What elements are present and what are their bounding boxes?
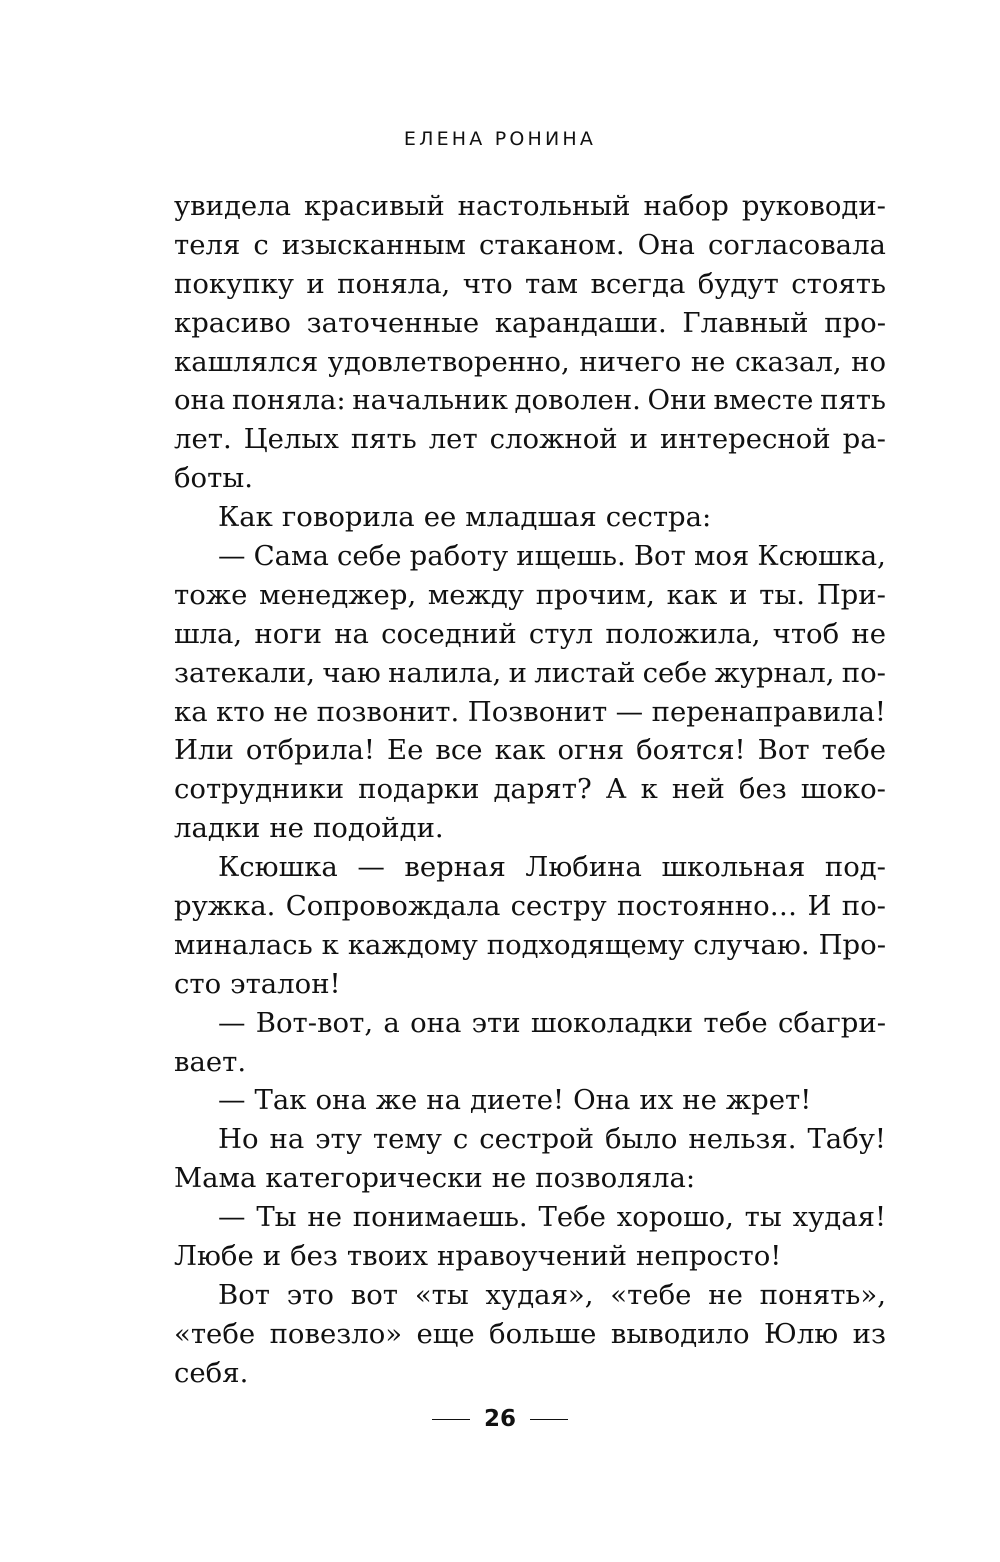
text-line [174, 926, 886, 965]
text-line [174, 1237, 886, 1276]
word: поняла: [231, 384, 346, 417]
word: Или [174, 734, 234, 767]
text-line [174, 498, 886, 537]
word: будут [697, 267, 779, 300]
word: не [273, 695, 309, 728]
word: дарят? [493, 773, 592, 806]
word: нравоучений [437, 1240, 628, 1273]
word: ра- [842, 423, 886, 456]
word: шоколадки [530, 1006, 694, 1039]
word: теля [174, 228, 241, 261]
word: она [315, 1084, 367, 1117]
word: всегда [590, 267, 686, 300]
word: «тебе [610, 1278, 692, 1311]
text-line [174, 459, 886, 498]
word: подходящему [486, 928, 685, 961]
word: удовлетворенно, [327, 345, 570, 378]
word: «тебе [174, 1317, 256, 1350]
word: не [269, 812, 304, 845]
word: интересной [659, 423, 831, 456]
word: с [253, 228, 269, 261]
word: на [426, 1084, 462, 1117]
word: Целых [243, 423, 339, 456]
word: чаю [322, 656, 381, 689]
word: сбагри- [778, 1006, 886, 1039]
text-line [174, 1004, 886, 1043]
word: себя. [174, 1356, 249, 1389]
text-line [174, 1315, 886, 1354]
text-line [174, 1276, 886, 1315]
text-line [174, 1081, 886, 1120]
word: боты. [174, 462, 253, 495]
word: налила, [388, 656, 502, 689]
word: стоять [791, 267, 886, 300]
word: говорила [281, 501, 415, 534]
word: верная [404, 851, 506, 884]
word: моя [693, 540, 750, 573]
word: набор [643, 190, 729, 222]
word: положила, [605, 617, 761, 650]
word: как [494, 734, 546, 767]
word: Про- [818, 928, 886, 961]
word: Табу! [807, 1123, 886, 1156]
word: стаканом. [479, 228, 625, 261]
word: ее [423, 501, 457, 534]
word: было [604, 1123, 678, 1156]
word: А [605, 773, 627, 806]
word: поняла, [337, 267, 451, 300]
word: отбрила! [245, 734, 375, 767]
word: худая! [792, 1201, 886, 1234]
word: чтоб [772, 617, 840, 650]
word: еще [416, 1317, 475, 1350]
text-line [174, 693, 886, 732]
word: Вот [633, 540, 686, 573]
word: ищешь. [516, 540, 626, 573]
text-line [174, 187, 886, 226]
word: что [462, 267, 513, 300]
word: случаю. [693, 928, 810, 961]
word: шла, [174, 617, 243, 650]
word: больше [489, 1317, 597, 1350]
word: тебе [703, 1006, 768, 1039]
word: их [639, 1084, 674, 1117]
word: изысканным [281, 228, 466, 261]
word: тоже [174, 578, 248, 611]
word: перенаправила! [651, 695, 886, 728]
word: Сопровождала [285, 890, 501, 923]
word: Она [573, 1084, 631, 1117]
word: сестра: [605, 501, 712, 534]
word: не [690, 345, 726, 378]
text-line [174, 1159, 886, 1198]
text-line [174, 654, 886, 693]
text-line [174, 537, 886, 576]
text-line [174, 731, 886, 770]
text-line [174, 770, 886, 809]
word: нельзя. [688, 1123, 797, 1156]
word: между [427, 578, 524, 611]
word: ней [671, 773, 725, 806]
word: не [708, 1278, 743, 1311]
word: настольный [457, 190, 631, 222]
text-line [174, 304, 886, 343]
text-line [174, 1043, 886, 1082]
word: же [375, 1084, 418, 1117]
word: Но [218, 1123, 259, 1156]
word: кашлялся [174, 345, 319, 378]
word: Ксюшка [218, 851, 338, 884]
word: начальник [352, 384, 508, 417]
word: соседний [381, 617, 517, 650]
word: менеджер, [259, 578, 417, 611]
word: руководи- [741, 190, 886, 222]
word: подарки [358, 773, 480, 806]
word: выводило [610, 1317, 750, 1350]
word: затекали, [174, 656, 316, 689]
word: огня [557, 734, 625, 767]
word: ка [174, 695, 208, 728]
word: красиво [174, 306, 291, 339]
footer-rule-left [432, 1419, 470, 1420]
text-line [174, 887, 886, 926]
text-line [174, 226, 886, 265]
word: лет. [174, 423, 232, 456]
word: под- [824, 851, 886, 884]
word: — [218, 1201, 246, 1234]
word: без [738, 773, 787, 806]
word: журнал, [714, 656, 835, 689]
word: и [262, 1240, 282, 1273]
word: не [491, 1162, 527, 1195]
word: все [435, 734, 483, 767]
word: повезло» [269, 1317, 403, 1350]
word: с [452, 1123, 469, 1156]
word: эти [471, 1006, 521, 1039]
word: — [218, 1084, 246, 1117]
word: там [525, 267, 579, 300]
word: ладки [174, 812, 261, 845]
word: шоко- [800, 773, 886, 806]
word: пять [820, 384, 886, 417]
word: про- [824, 306, 886, 339]
word: она [410, 1006, 462, 1039]
word: по- [841, 890, 886, 923]
text-line [174, 420, 886, 459]
word: ноги [254, 617, 322, 650]
text-line [174, 848, 886, 887]
word: Вот-вот, [255, 1006, 374, 1039]
word: и [729, 578, 748, 611]
word: непросто! [636, 1240, 782, 1273]
word: диете! [470, 1084, 565, 1117]
word: Главный [682, 306, 809, 339]
word: к [640, 773, 658, 806]
word: При- [816, 578, 886, 611]
word: пять [350, 423, 417, 456]
word: ты. [759, 578, 805, 611]
word: без [290, 1240, 338, 1273]
word: Мама [174, 1162, 257, 1195]
word: сестрой [479, 1123, 595, 1156]
word: тебе [821, 734, 886, 767]
text-line [174, 576, 886, 615]
word: Они [647, 384, 707, 417]
text-line [174, 615, 886, 654]
word: — [357, 851, 385, 884]
word: ты [744, 1201, 782, 1234]
word: Любина [525, 851, 642, 884]
word: к [321, 928, 339, 961]
word: каждому [347, 928, 478, 961]
word: вает. [174, 1045, 247, 1078]
text-line [174, 381, 886, 420]
word: листай [534, 656, 636, 689]
word: постоянно… [617, 890, 798, 923]
text-line [174, 965, 886, 1004]
word: лет [428, 423, 478, 456]
running-header-author: ЕЛЕНА РОНИНА [403, 128, 597, 150]
word: «ты [414, 1278, 469, 1311]
word: жрет! [725, 1084, 812, 1117]
word: эту [315, 1123, 362, 1156]
text-line [174, 1198, 886, 1237]
word: сотрудники [174, 773, 345, 806]
word: увидела [174, 190, 292, 222]
word: вместе [713, 384, 814, 417]
word: вот [350, 1278, 399, 1311]
word: Юлю [764, 1317, 839, 1350]
word: прочим, [535, 578, 655, 611]
word: работу [409, 540, 509, 573]
text-line [174, 265, 886, 304]
word: она [174, 384, 226, 417]
word: Вот [218, 1278, 270, 1311]
word: Так [254, 1084, 307, 1117]
word: себе [336, 540, 402, 573]
page-number: 26 [483, 1406, 516, 1432]
word: по- [841, 656, 886, 689]
word: не [682, 1084, 717, 1117]
word: Ксюшка, [757, 540, 886, 573]
text-line [174, 343, 886, 382]
word: позвонит. [316, 695, 460, 728]
word: заточенные [306, 306, 480, 339]
word: и [629, 423, 648, 456]
word: стул [528, 617, 594, 650]
word: боятся! [636, 734, 746, 767]
word: И [807, 890, 832, 923]
word: подойди. [312, 812, 444, 845]
text-line [174, 809, 886, 848]
word: согласовала [708, 228, 886, 261]
text-line [174, 1354, 886, 1393]
word: не [307, 1201, 342, 1234]
word: сказал, [734, 345, 842, 378]
word: на [269, 1123, 305, 1156]
word: худая», [485, 1278, 594, 1311]
word: хорошо, [616, 1201, 734, 1234]
word: школьная [661, 851, 806, 884]
word: ружка. [174, 890, 276, 923]
word: на [334, 617, 369, 650]
word: Она [637, 228, 695, 261]
word: Вот [757, 734, 810, 767]
word: но [851, 345, 886, 378]
word: Ты [256, 1201, 297, 1234]
word: кто [216, 695, 266, 728]
word: карандаши. [494, 306, 667, 339]
word: Ее [387, 734, 424, 767]
footer-rule-right [530, 1419, 568, 1420]
word: твоих [346, 1240, 429, 1273]
word: понимаешь. [352, 1201, 528, 1234]
text-line [174, 1120, 886, 1159]
word: — [615, 695, 644, 728]
word: тему [372, 1123, 442, 1156]
word: понять», [759, 1278, 886, 1311]
word: ничего [579, 345, 682, 378]
word: это [286, 1278, 334, 1311]
word: сложной [489, 423, 618, 456]
word: эталон! [230, 967, 341, 1000]
page-footer [0, 1406, 1000, 1432]
word: себе [642, 656, 708, 689]
word: сто [174, 967, 222, 1000]
word: покупку [174, 267, 294, 300]
word: Позвонит [467, 695, 608, 728]
word: и [306, 267, 325, 300]
word: категорически [265, 1162, 483, 1195]
word: из [852, 1317, 886, 1350]
word: позволяла: [535, 1162, 696, 1195]
word: Любе [174, 1240, 254, 1273]
word: Тебе [538, 1201, 606, 1234]
word: младшая [465, 501, 597, 534]
word: не [851, 617, 886, 650]
word: Как [218, 501, 273, 534]
word: Сама [253, 540, 329, 573]
word: и [508, 656, 527, 689]
word: миналась [174, 928, 313, 961]
word: сестру [510, 890, 607, 923]
word: — [218, 540, 246, 573]
word: — [218, 1006, 246, 1039]
word: а [383, 1006, 400, 1039]
word: как [666, 578, 718, 611]
word: доволен. [514, 384, 641, 417]
word: красивый [304, 190, 445, 222]
body-text [174, 187, 886, 1393]
